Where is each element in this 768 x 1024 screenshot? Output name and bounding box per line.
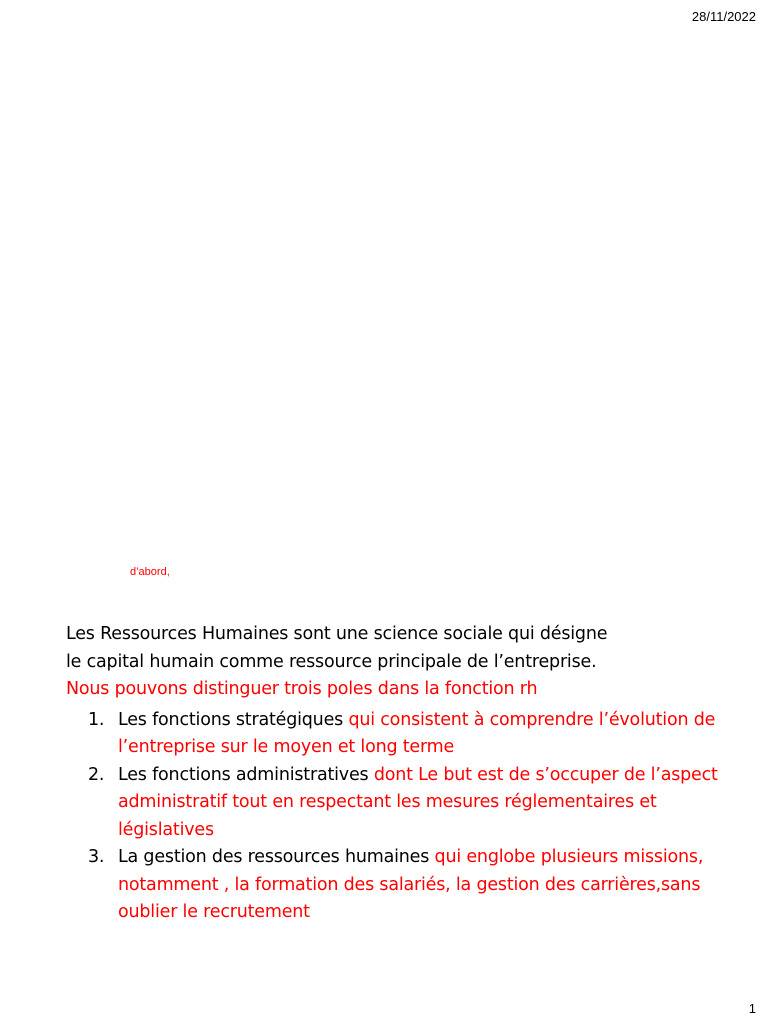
intro-line-3: Nous pouvons distinguer trois poles dans la fonction rh xyxy=(66,679,538,699)
list-item-title: Les fonctions stratégiques xyxy=(118,709,344,730)
list-item xyxy=(66,762,756,845)
intro-line-2: le capital humain comme ressource principale de l’entreprise. xyxy=(66,651,597,672)
header-date: 28/11/2022 xyxy=(691,9,756,24)
list-item-title: La gestion des ressources humaines xyxy=(118,847,430,867)
annotation-note: d’abord, xyxy=(130,566,170,578)
list-item-description: qui englobe plusieurs missions, notamment , la formation des salariés, la gestion des carrières,sans oublier le recrutement xyxy=(118,847,704,922)
intro-line-1: Les Ressources Humaines sont une science sociale qui désigne xyxy=(66,624,608,644)
list-item-number: 3. xyxy=(88,847,105,867)
functions-list xyxy=(66,707,756,927)
main-content xyxy=(66,621,756,927)
list-item-description: qui consistent à comprendre l’évolution de l’entreprise sur le moyen et long terme xyxy=(118,709,716,757)
list-item xyxy=(66,844,756,927)
list-item-description: dont Le but est de s’occuper de l’aspect administratif tout en respectant les mesures réglementaires et législatives xyxy=(118,764,718,840)
list-item-number: 1. xyxy=(88,709,105,730)
list-item-number: 2. xyxy=(88,764,105,785)
page-number: 1 xyxy=(748,1001,756,1016)
list-item-title: Les fonctions administratives xyxy=(118,764,369,785)
list-item xyxy=(66,707,756,762)
